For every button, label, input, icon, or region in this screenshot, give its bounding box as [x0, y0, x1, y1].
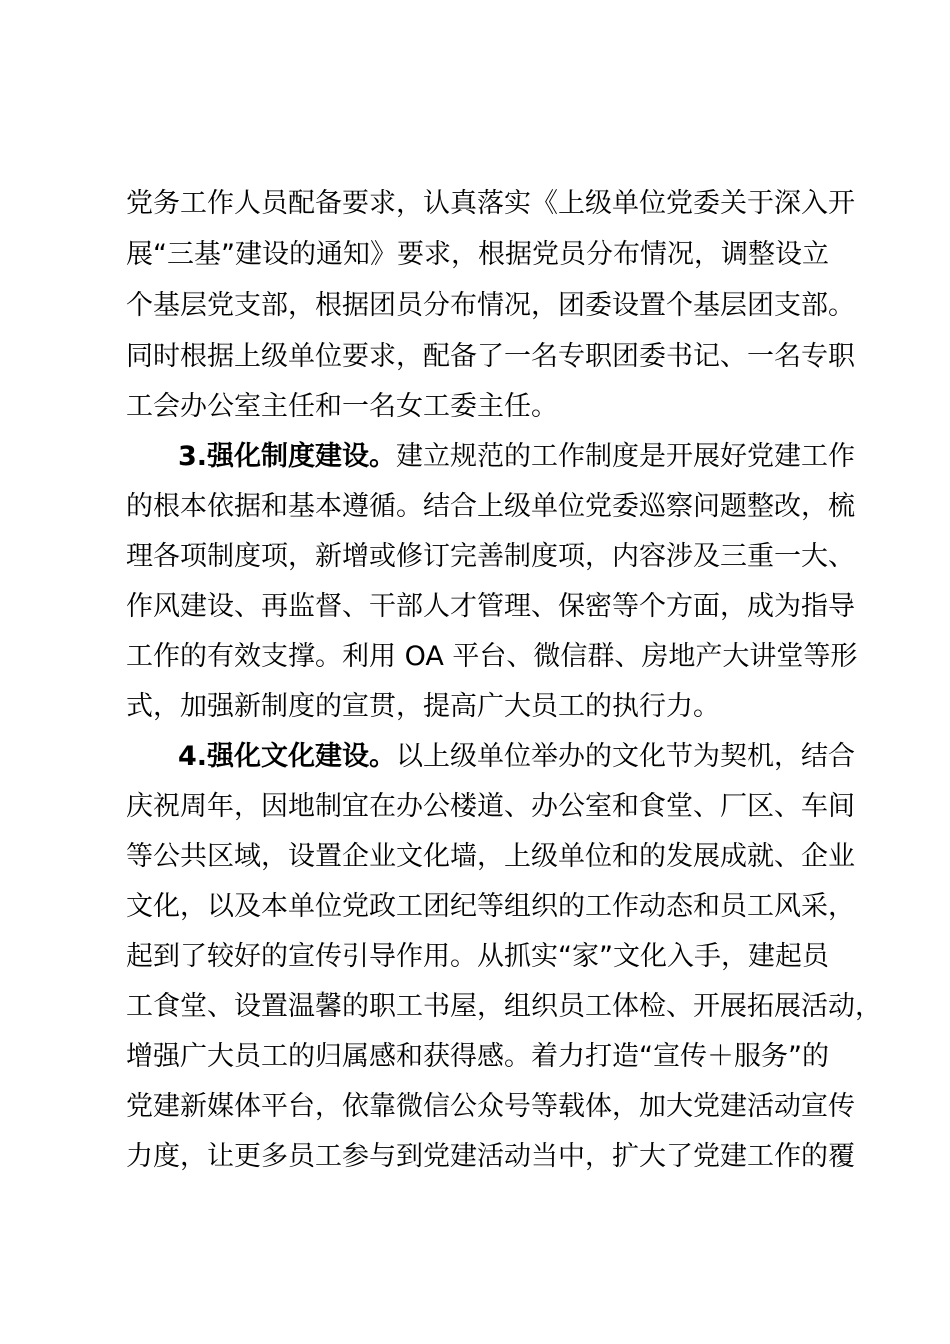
- paragraph-line: 同时根据上级单位要求，配备了一名专职团委书记、一名专职: [126, 341, 855, 372]
- paragraph-line: 工会办公室主任和一名女工委主任。: [126, 391, 558, 422]
- paragraph-line: 力度，让更多员工参与到党建活动当中，扩大了党建工作的覆: [126, 1141, 855, 1172]
- section-3-heading: 3.强化制度建设。: [178, 441, 397, 472]
- section-3-first-line: [178, 440, 855, 474]
- paragraph-line: 庆祝周年，因地制宜在办公楼道、办公室和食堂、厂区、车间: [126, 791, 855, 822]
- paragraph-line: 党建新媒体平台，依靠微信公众号等载体，加大党建活动宣传: [126, 1091, 855, 1122]
- paragraph-line: 式，加强新制度的宣贯，提高广大员工的执行力。: [126, 691, 720, 722]
- paragraph-line: 党务工作人员配备要求，认真落实《上级单位党委关于深入开: [126, 188, 855, 219]
- paragraph-line: 工食堂、设置温馨的职工书屋，组织员工体检、开展拓展活动，: [126, 991, 882, 1022]
- paragraph-line: 起到了较好的宣传引导作用。从抓实“家”文化入手，建起员: [126, 941, 829, 972]
- paragraph-line: 作风建设、再监督、干部人才管理、保密等个方面，成为指导: [126, 591, 855, 622]
- paragraph-line: 工作的有效支撑。利用 OA 平台、微信群、房地产大讲堂等形: [126, 641, 858, 672]
- section-4-first-line: [178, 740, 855, 774]
- section-3-first-line-text: 建立规范的工作制度是开展好党建工作: [396, 441, 856, 472]
- paragraph-line: 等公共区域，设置企业文化墙，上级单位和的发展成就、企业: [126, 841, 855, 872]
- paragraph-line: 增强广大员工的归属感和获得感。着力打造“宣传＋服务”的: [126, 1041, 829, 1072]
- paragraph-line: 文化，以及本单位党政工团纪等组织的工作动态和员工风采，: [126, 891, 855, 922]
- paragraph-line: 个基层党支部，根据团员分布情况，团委设置个基层团支部。: [126, 290, 855, 321]
- paragraph-line: 展“三基”建设的通知》要求，根据党员分布情况，调整设立: [126, 239, 829, 270]
- paragraph-line: 的根本依据和基本遵循。结合上级单位党委巡察问题整改，梳: [126, 491, 855, 522]
- section-4-first-line-text: 以上级单位举办的文化节为契机，结合: [396, 741, 856, 772]
- section-4-heading: 4.强化文化建设。: [178, 741, 397, 772]
- paragraph-line: 理各项制度项，新增或修订完善制度项，内容涉及三重一大、: [126, 541, 855, 572]
